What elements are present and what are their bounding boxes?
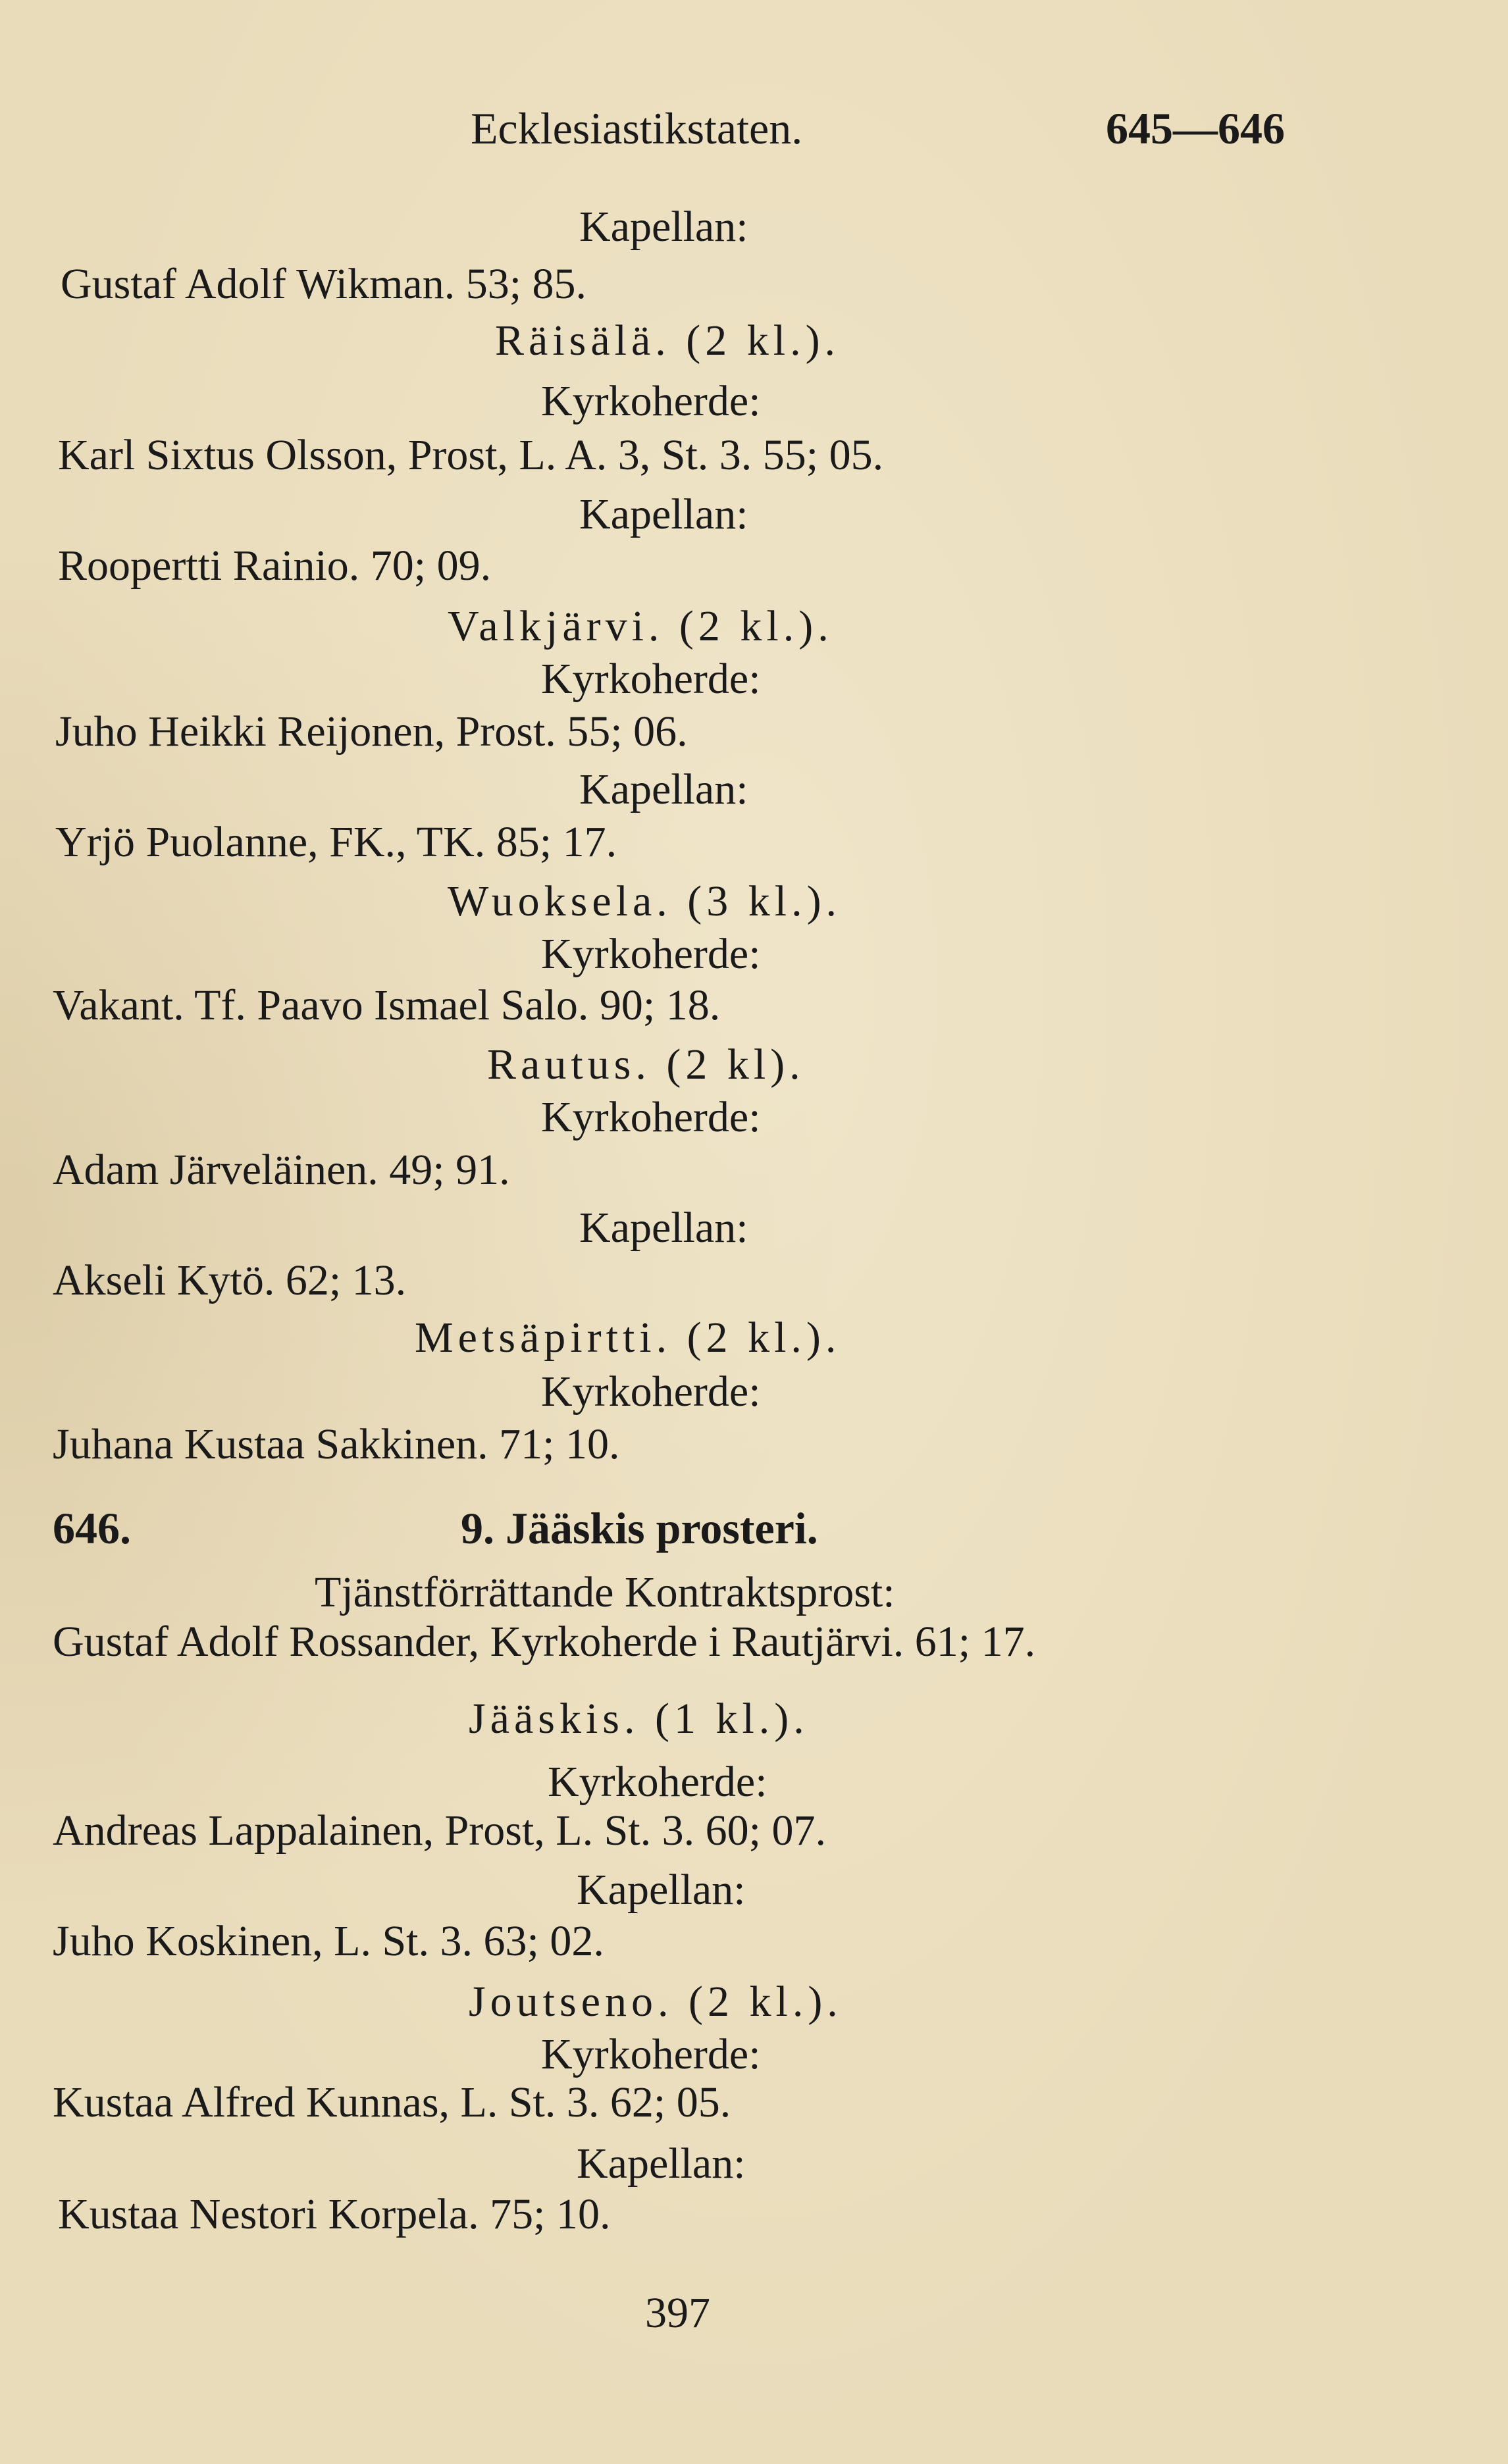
parish-heading: Räisälä. (2 kl.). xyxy=(495,317,841,365)
section-number: 646. xyxy=(53,1503,131,1553)
role-heading: Kyrkoherde: xyxy=(541,1093,761,1141)
person-entry: Andreas Lappalainen, Prost, L. St. 3. 60; 07. xyxy=(53,1807,826,1855)
person-entry: Akseli Kytö. 62; 13. xyxy=(53,1256,407,1304)
person-entry: Kustaa Alfred Kunnas, L. St. 3. 62; 05. xyxy=(53,2078,731,2126)
role-heading: Kyrkoherde: xyxy=(541,2030,761,2078)
person-entry: Karl Sixtus Olsson, Prost, L. A. 3, St. 3. 55; 05. xyxy=(58,431,884,479)
parish-heading: Valkjärvi. (2 kl.). xyxy=(448,602,833,650)
role-heading: Kapellan: xyxy=(579,490,748,538)
role-heading: Kyrkoherde: xyxy=(541,377,761,425)
person-entry: Gustaf Adolf Rossander, Kyrkoherde i Rautjärvi. 61; 17. xyxy=(53,1618,1036,1666)
role-heading: Kyrkoherde: xyxy=(541,1368,761,1416)
role-heading: Kyrkoherde: xyxy=(541,930,761,978)
person-entry: Juho Heikki Reijonen, Prost. 55; 06. xyxy=(55,707,688,756)
role-heading: Kyrkoherde: xyxy=(541,655,761,703)
parish-heading: Metsäpirtti. (2 kl.). xyxy=(415,1314,841,1362)
person-entry: Juhana Kustaa Sakkinen. 71; 10. xyxy=(53,1420,620,1468)
person-entry: Juho Koskinen, L. St. 3. 63; 02. xyxy=(53,1917,604,1965)
role-heading: Kyrkoherde: xyxy=(548,1758,767,1806)
parish-heading: Joutseno. (2 kl.). xyxy=(469,1978,843,2026)
person-entry: Roopertti Rainio. 70; 09. xyxy=(58,542,492,590)
page-number: 397 xyxy=(645,2289,710,2337)
running-title: Ecklesiastikstaten. xyxy=(471,103,803,153)
parish-heading: Wuoksela. (3 kl.). xyxy=(448,877,842,925)
role-heading: Kapellan: xyxy=(577,2140,746,2188)
page-range: 645—646 xyxy=(1106,103,1285,153)
person-entry: Kustaa Nestori Korpela. 75; 10. xyxy=(58,2190,611,2238)
role-heading: Kapellan: xyxy=(579,765,748,813)
person-entry: Adam Järveläinen. 49; 91. xyxy=(53,1146,510,1194)
section-title: 9. Jääskis prosteri. xyxy=(461,1503,818,1553)
person-entry: Yrjö Puolanne, FK., TK. 85; 17. xyxy=(55,818,617,866)
role-heading: Kapellan: xyxy=(577,1866,746,1914)
role-heading: Kapellan: xyxy=(579,1204,748,1252)
person-entry: Vakant. Tf. Paavo Ismael Salo. 90; 18. xyxy=(53,981,721,1029)
parish-heading: Rautus. (2 kl). xyxy=(487,1040,805,1089)
role-heading: Kapellan: xyxy=(579,203,748,251)
role-heading: Tjänstförrättande Kontraktsprost: xyxy=(315,1568,895,1616)
parish-heading: Jääskis. (1 kl.). xyxy=(469,1695,809,1743)
person-entry: Gustaf Adolf Wikman. 53; 85. xyxy=(61,260,587,308)
